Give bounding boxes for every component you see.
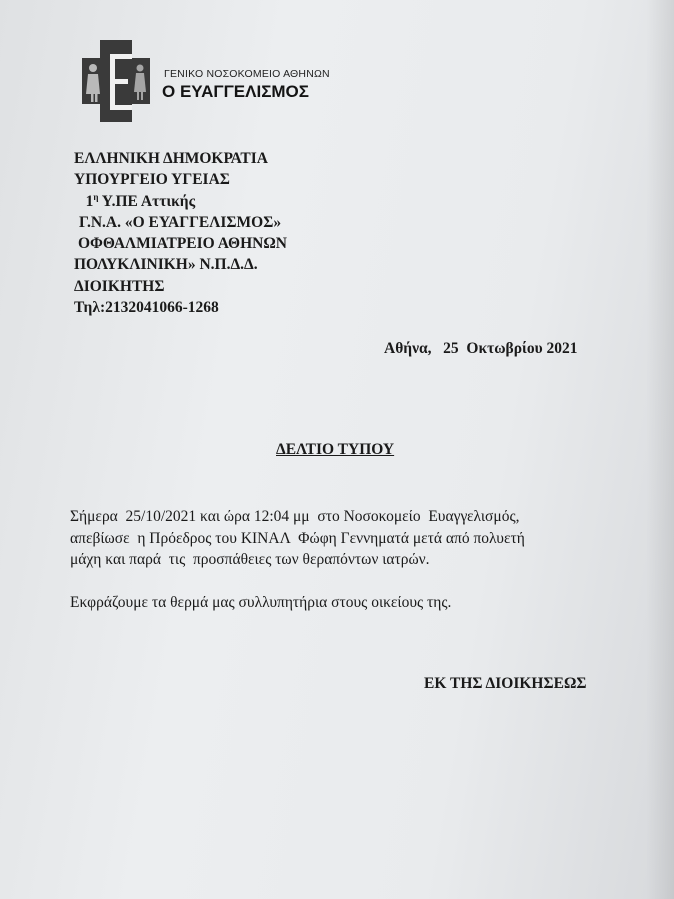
logo-hospital-name: ΓΕΝΙΚΟ ΝΟΣΟΚΟΜΕΙΟ ΑΘΗΝΩΝ [164,68,330,80]
body-line-1: Σήμερα 25/10/2021 και ώρα 12:04 μμ στο Νοσοκομείο Ευαγγελισμός, [70,508,520,525]
letterhead-hospital: Γ.Ν.Α. «Ο ΕΥΑΓΓΕΛΙΣΜΟΣ» [79,213,282,231]
letterhead-eye-clinic: ΟΦΘΑΛΜΙΑΤΡΕΙΟ ΑΘΗΝΩΝ [78,235,287,253]
document-signature: ΕΚ ΤΗΣ ΔΙΟΙΚΗΣΕΩΣ [424,675,587,692]
letterhead-polyclinic: ΠΟΛΥΚΛΙΝΙΚΗ» Ν.Π.Δ.Δ. [74,256,258,274]
logo-evangelismos: Ο ΕΥΑΓΓΕΛΙΣΜΟΣ [162,82,309,101]
letterhead [74,148,287,318]
health-region-text: Υ.ΠΕ Αττικής [98,192,196,210]
body-line-3: μάχη και παρά τις προσπάθειες των θεραπόντων ιατρών. [70,551,430,568]
document-body [70,506,626,613]
document-date: Αθήνα, 25 Οκτωβρίου 2021 [384,340,578,357]
hospital-emblem-icon [74,38,158,124]
letterhead-health-region [74,191,287,212]
letterhead-director: ΔΙΟΙΚΗΤΗΣ [74,277,165,295]
health-region-ordinal: η [93,191,99,202]
body-condolences: Εκφράζουμε τα θερμά μας συλλυπητήρια στους οικείους της. [70,593,452,611]
document-title: ΔΕΛΤΙΟ ΤΥΠΟΥ [276,441,395,458]
letterhead-ministry: ΥΠΟΥΡΓΕΙΟ ΥΓΕΙΑΣ [74,171,230,189]
health-region-number: 1 [85,192,94,210]
letterhead-phone: Τηλ:2132041066-1268 [74,299,219,317]
paper-shadow [646,0,674,899]
body-line-2: απεβίωσε η Πρόεδρος του ΚΙΝΑΛ Φώφη Γεννηματά μετά από πολυετή [70,529,525,547]
letterhead-republic: ΕΛΛΗΝΙΚΗ ΔΗΜΟΚΡΑΤΙΑ [74,150,268,167]
hospital-logo [74,38,334,124]
